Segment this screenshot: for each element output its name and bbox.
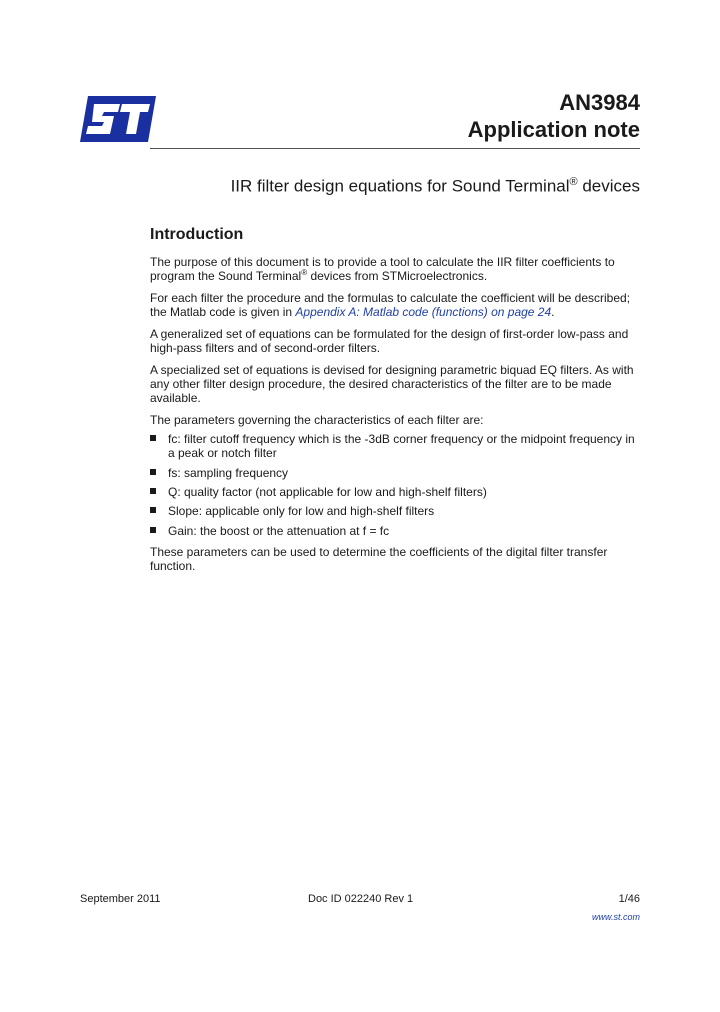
paragraph-procedure-line1: For each filter the procedure and the formulas to calculate the coefficient will be described; xyxy=(150,291,631,305)
title-main: IIR filter design equations for Sound Terminal xyxy=(230,176,570,196)
paragraph-procedure-end: . xyxy=(551,305,555,319)
title-suffix: devices xyxy=(577,176,640,196)
bullet-square-icon xyxy=(150,527,156,533)
introduction-heading: Introduction xyxy=(150,226,244,243)
paragraph-procedure-line2: the Matlab code is given in xyxy=(150,305,296,319)
paragraph-conclusion: These parameters can be used to determine the coefficients of the digital filter transfer function. xyxy=(150,545,608,573)
paragraph-procedure xyxy=(150,291,642,319)
bullet-square-icon xyxy=(150,469,156,475)
paragraph-purpose-line1: The purpose of this document is to provide a tool to calculate the IIR filter coefficients to xyxy=(150,255,615,269)
paragraph-parameters-intro: The parameters governing the characteristics of each filter are: xyxy=(150,413,484,427)
registered-mark: ® xyxy=(569,176,578,188)
appendix-a-link[interactable]: Appendix A: Matlab code (functions) on page 24 xyxy=(295,305,552,319)
list-item-text: Q: quality factor (not applicable for low and high-shelf filters) xyxy=(168,485,487,499)
bullet-square-icon xyxy=(150,507,156,513)
footer-doc-id: Doc ID 022240 Rev 1 xyxy=(308,893,414,905)
document-title xyxy=(231,171,640,198)
document-type: Application note xyxy=(467,117,640,142)
st-logo xyxy=(80,96,156,142)
paragraph-purpose-line2-end: devices from STMicroelectronics. xyxy=(307,269,488,283)
paragraph-specialized: A specialized set of equations is devised for designing parametric biquad EQ filters. As with any other filter design procedure, the desired characteristics of the filter are to be made available. xyxy=(150,363,634,405)
list-item-text: fc: filter cutoff frequency which is the -3dB corner frequency or the midpoint frequency in a peak or notch filter xyxy=(168,432,635,460)
bullet-square-icon xyxy=(150,435,156,441)
list-item-text: Gain: the boost or the attenuation at f = fc xyxy=(168,524,390,538)
paragraph-generalized: A generalized set of equations can be formulated for the design of first-order low-pass and high-pass filters and of second-order filters. xyxy=(150,327,629,355)
paragraph-purpose xyxy=(150,255,642,283)
paragraph-purpose-line2: program the Sound Terminal xyxy=(150,269,302,283)
footer-date: September 2011 xyxy=(80,893,161,905)
footer-page-number: 1/46 xyxy=(618,893,640,905)
list-item-text: fs: sampling frequency xyxy=(168,466,289,480)
header-rule xyxy=(150,148,640,149)
st-logo-plate xyxy=(80,96,156,142)
document-number: AN3984 xyxy=(559,90,640,115)
footer-website-link[interactable]: www.st.com xyxy=(591,912,640,922)
list-item-text: Slope: applicable only for low and high-shelf filters xyxy=(168,504,435,518)
bullet-square-icon xyxy=(150,488,156,494)
registered-mark-inline: ® xyxy=(301,268,308,277)
